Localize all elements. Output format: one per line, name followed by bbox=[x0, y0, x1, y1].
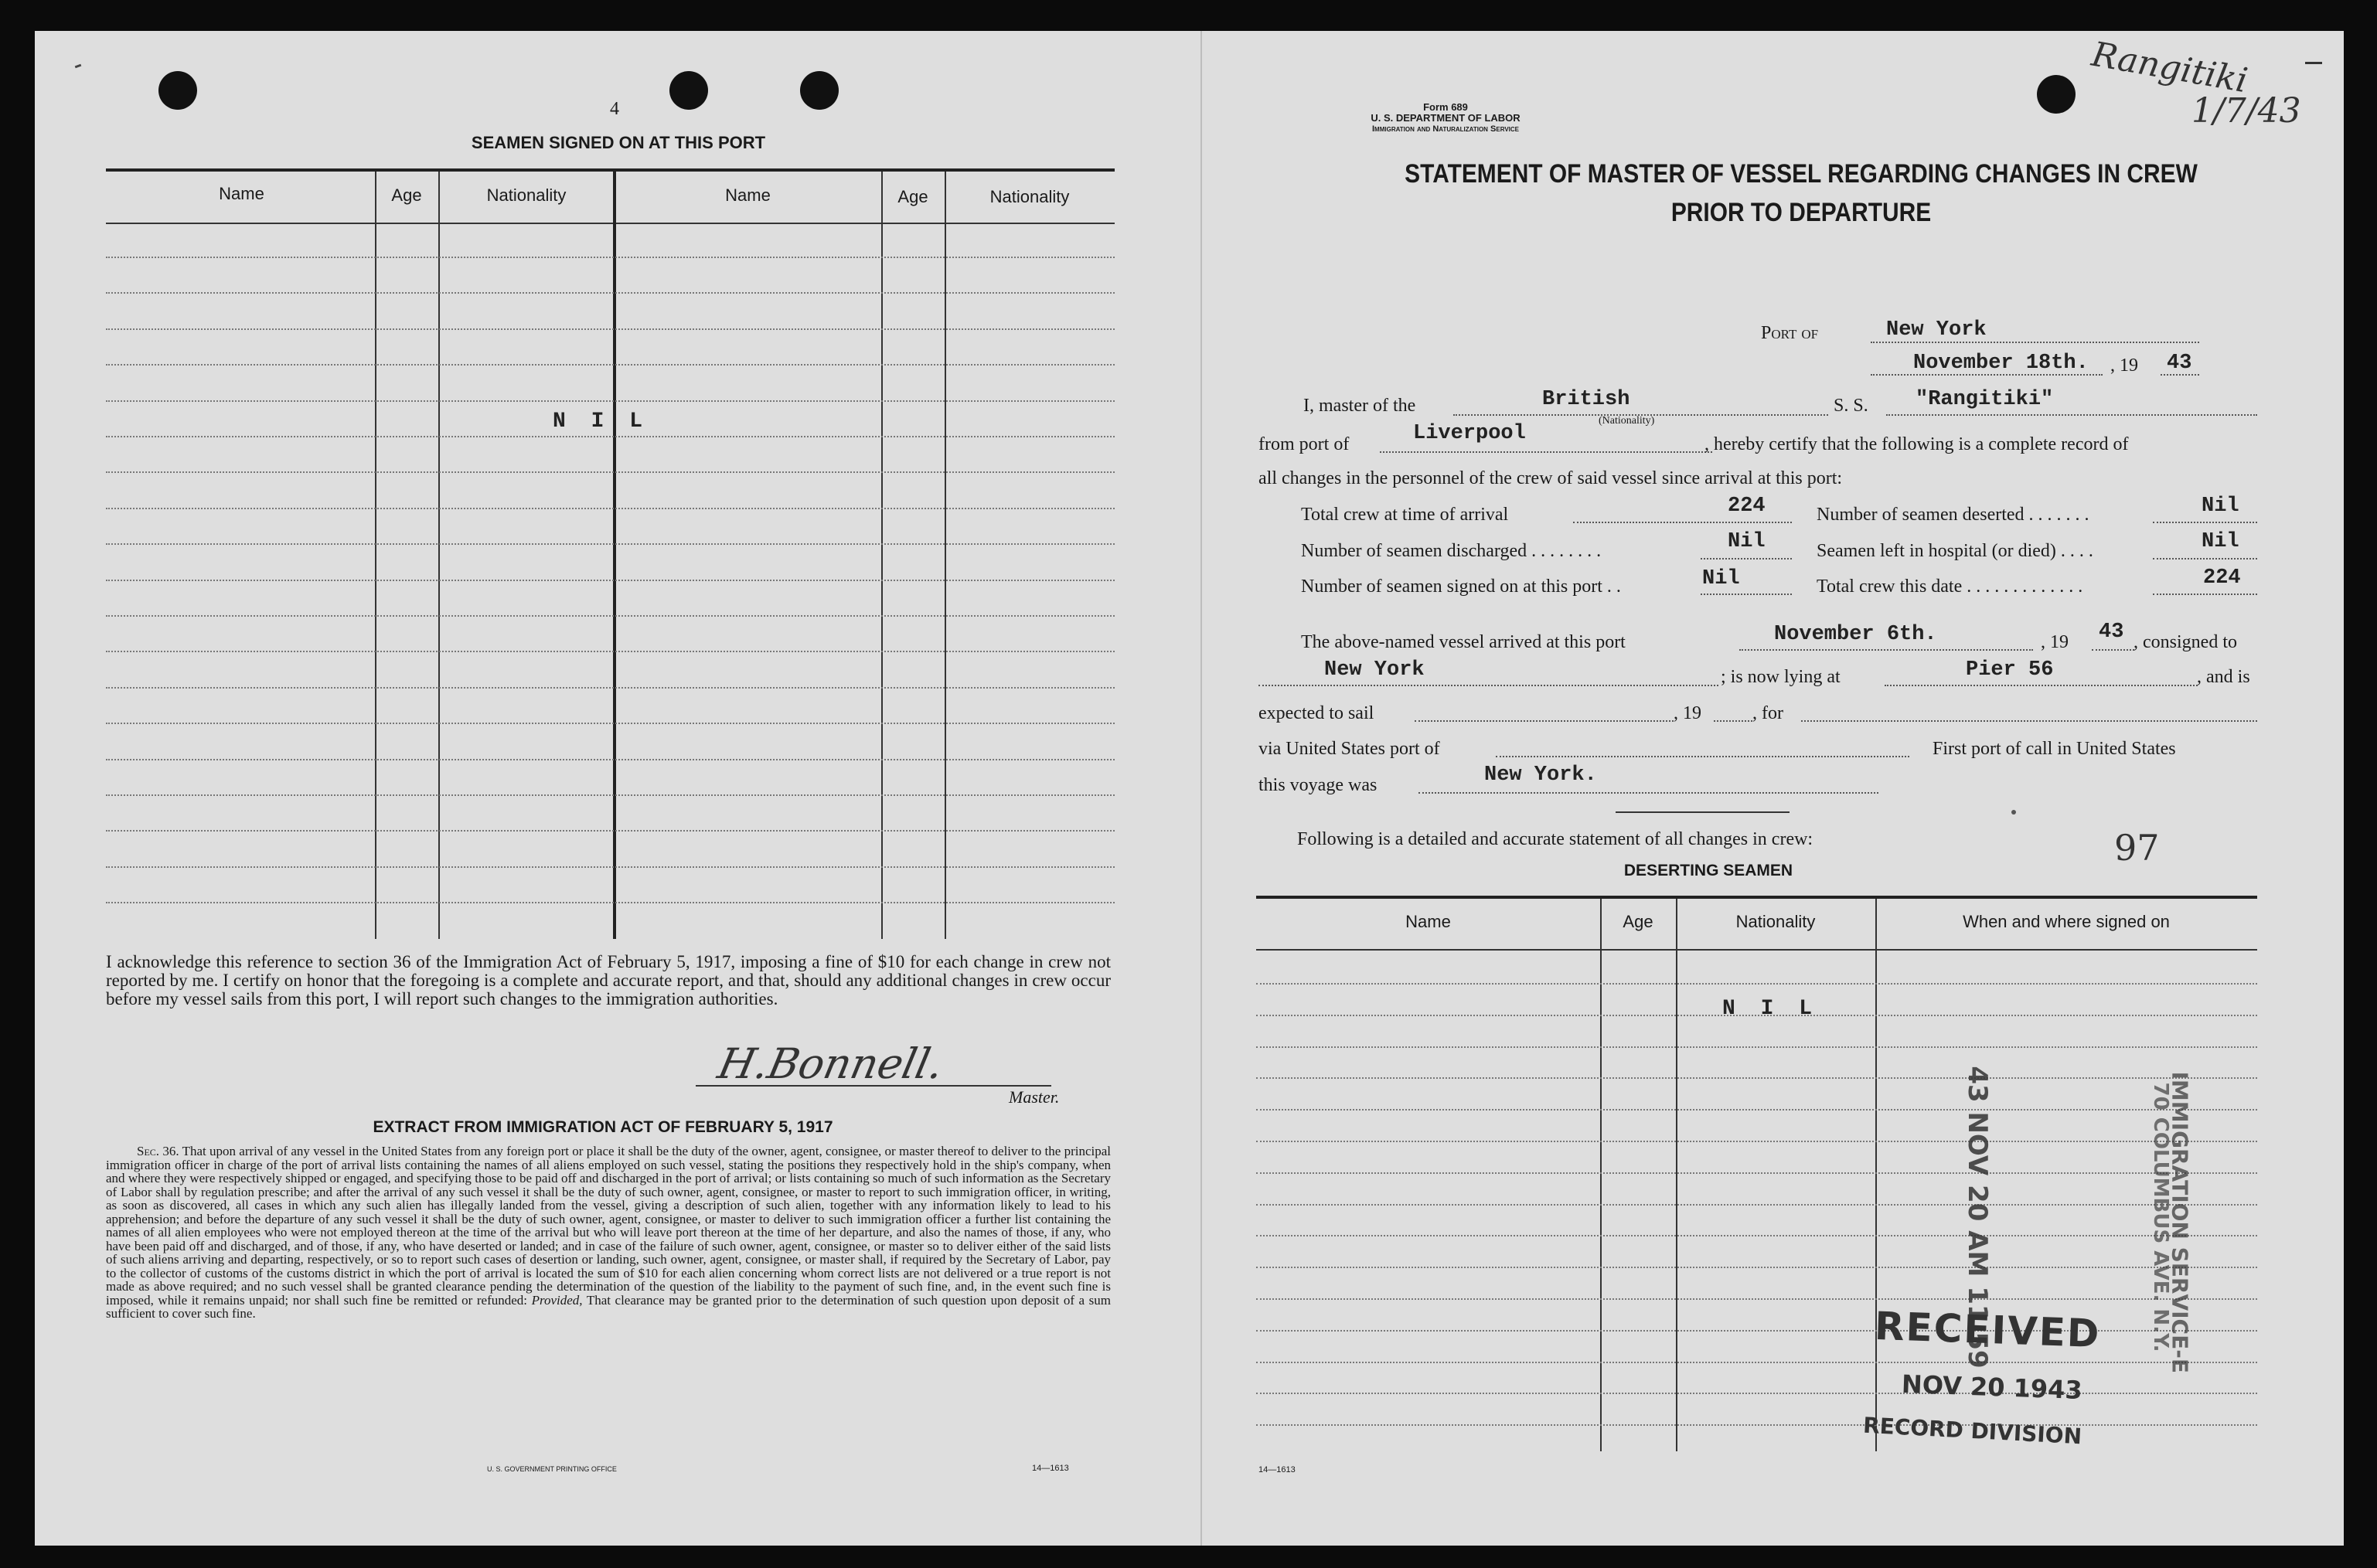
binder-hole bbox=[158, 71, 197, 110]
column-header-name: Name bbox=[219, 184, 264, 203]
binder-hole bbox=[2037, 75, 2076, 114]
table-row-rule bbox=[106, 436, 1115, 437]
port-of-label: Port of bbox=[1761, 323, 1819, 343]
certification-paragraph: I acknowledge this reference to section 36 of the Immigration Act of February 5, 1917, imposing a fine of $10 for each change in crew not reported by me. I certify on honor that the foregoing is a complete and accurate report, and that, should any additional changes in crew occur before my vessel sails from this port, I will report such changes to the immigration authorities. bbox=[106, 952, 1111, 1008]
changes-text: all changes in the personnel of the crew of said vessel since arrival at this port: bbox=[1258, 468, 1843, 488]
from-port-value: Liverpool bbox=[1413, 422, 1526, 445]
consigned-line bbox=[1258, 685, 1718, 686]
left-table-header-rule bbox=[106, 223, 1115, 224]
expected-year-label: , 19 bbox=[1674, 703, 1701, 723]
via-label: via United States port of bbox=[1258, 739, 1440, 759]
table-row-rule bbox=[1256, 1330, 2257, 1332]
voyage-line bbox=[1418, 792, 1878, 794]
form-title-line1: STATEMENT OF MASTER OF VESSEL REGARDING CHANGES IN CREW bbox=[1405, 159, 2198, 189]
arrived-year-value: 43 bbox=[2099, 621, 2124, 644]
handwritten-dash bbox=[2305, 62, 2322, 64]
stat-signed-on-value: Nil bbox=[1702, 567, 1740, 590]
stat-deserted-value: Nil bbox=[2202, 495, 2239, 518]
nationality-value: British bbox=[1542, 388, 1630, 411]
arrived-year-line bbox=[2092, 649, 2134, 651]
column-divider bbox=[1600, 899, 1602, 1451]
stat-line bbox=[2153, 558, 2257, 560]
arrived-value: November 6th. bbox=[1774, 623, 1937, 646]
extract-text: That upon arrival of any vessel in the United States from any foreign port or place it shall be the duty of the owner, agent, consignee, or master thereof to deliver to the principal immigration officer in charge of the port of arrival lists containing the names of all aliens employed on such vessel, stating the positions they respectively hold in the ship's company, when and where they were respectively shipped or engaged, and specifying those to be paid off and discharged in the port of arrival; or lists containing so much of such information as the Secretary of Labor shall by regulation prescribe; and after the arrival of any such vessel it shall be the duty of such owner, agent, consignee, or master to report to such immigration officer, in writing, as soon as discovered, all cases in which any such alien has illegally landed from the vessel, giving a description of such alien, together with any information likely to lead to his apprehension; and before the departure of any such vessel it shall be the duty of such owner, agent, consignee, or master to deliver to such immigration officer a further list containing the names of all alien employees who were not employed thereon at the time of the arrival but who will leave port thereon at the time of her departure, and also the names of those, if any, who have been paid off and discharged, and of those, if any, who have deserted or landed; and in case of the failure of such owner, agent, consignee, or master so to deliver either of the said lists of such aliens arriving and departing, respectively, or so to report such cases of desertion or landing, such owner, agent, consignee, or master shall, if required by the Secretary of Labor, pay to the collector of customs of the customs district in which the port of arrival is located the sum of $10 for each alien concerning whom correct lists are not delivered or a true report is not made as above required; and no such vessel shall be granted clearance pending the determination of the question of the liability to the payment of such fine, and, in the event such fine is imposed, while it remains unpaid; nor shall such fine be remitted or refunded: bbox=[106, 1144, 1111, 1308]
binder-hole bbox=[800, 71, 839, 110]
stat-line bbox=[1573, 522, 1792, 523]
table-row-rule bbox=[1256, 1362, 2257, 1363]
table-row-rule bbox=[106, 830, 1115, 832]
column-header-nationality: Nationality bbox=[1735, 912, 1816, 931]
stat-line bbox=[1701, 594, 1792, 595]
year-prefix: , 19 bbox=[2110, 355, 2138, 376]
column-divider bbox=[881, 172, 883, 939]
master-signature: H.Bonnell. bbox=[713, 1039, 948, 1088]
extract-provided: Provided, bbox=[531, 1292, 583, 1308]
ss-label: S. S. bbox=[1834, 396, 1868, 416]
table-row-rule bbox=[1256, 1077, 2257, 1079]
stamp-vertical-time: 43 NOV 20 AM 11 59 bbox=[1962, 1066, 1993, 1369]
consigned-value: New York bbox=[1324, 658, 1425, 682]
from-port-label: from port of bbox=[1258, 434, 1350, 454]
extract-paragraph bbox=[106, 1145, 1111, 1321]
arrived-year-prefix: , 19 bbox=[2041, 632, 2069, 652]
table-row-rule bbox=[106, 292, 1115, 294]
table-row-rule bbox=[106, 902, 1115, 903]
stat-discharged-label: Number of seamen discharged . . . . . . . . bbox=[1301, 541, 1602, 561]
column-divider bbox=[1676, 899, 1677, 1451]
stamp-division: RECORD DIVISION bbox=[1862, 1412, 2082, 1450]
arrived-line bbox=[1739, 649, 2033, 651]
certify-text: , hereby certify that the following is a complete record of bbox=[1704, 434, 2129, 454]
stray-mark bbox=[2011, 810, 2016, 815]
and-is-label: , and is bbox=[2197, 667, 2250, 687]
voyage-value: New York. bbox=[1484, 764, 1597, 787]
first-port-label: First port of call in United States bbox=[1933, 739, 2176, 759]
table-row-rule bbox=[106, 651, 1115, 652]
column-divider bbox=[945, 172, 946, 939]
column-header-nationality: Nationality bbox=[486, 185, 567, 205]
table-row-rule bbox=[106, 543, 1115, 545]
expected-year-line bbox=[1714, 720, 1752, 722]
column-header-name: Name bbox=[725, 185, 771, 205]
for-line bbox=[1801, 720, 2257, 722]
right-form-code: 14—1613 bbox=[1258, 1465, 1296, 1474]
lying-label: ; is now lying at bbox=[1721, 667, 1841, 687]
stamp-received: RECEIVED bbox=[1874, 1303, 2102, 1357]
stat-discharged-value: Nil bbox=[1728, 530, 1766, 553]
table-row-rule bbox=[106, 328, 1115, 330]
ship-line bbox=[1886, 414, 2257, 416]
table-row-rule bbox=[106, 580, 1115, 581]
consigned-label: , consigned to bbox=[2134, 632, 2237, 652]
column-header-nationality: Nationality bbox=[989, 187, 1070, 206]
handwritten-date: 1/7/43 bbox=[2191, 91, 2301, 131]
table-row-rule bbox=[106, 615, 1115, 617]
year-value: 43 bbox=[2167, 352, 2192, 375]
stat-hospital-label: Seamen left in hospital (or died) . . . . bbox=[1817, 541, 2093, 561]
arrived-label: The above-named vessel arrived at this port bbox=[1301, 632, 1626, 652]
left-table-title: SEAMEN SIGNED ON AT THIS PORT bbox=[471, 133, 766, 152]
stamp-date: NOV 20 1943 bbox=[1901, 1369, 2083, 1406]
signature-line bbox=[696, 1085, 1051, 1087]
stat-line bbox=[1701, 558, 1792, 560]
left-table-nil: N I L bbox=[553, 410, 649, 434]
handwritten-vessel-name: Rangitiki bbox=[2089, 34, 2251, 101]
from-port-line bbox=[1380, 451, 1712, 453]
page-number: 4 bbox=[610, 99, 619, 119]
column-header-age: Age bbox=[1623, 912, 1653, 931]
date-value: November 18th. bbox=[1913, 352, 2089, 375]
right-table-nil: N I L bbox=[1722, 997, 1819, 1021]
table-row-rule bbox=[1256, 1046, 2257, 1048]
table-row-rule bbox=[1256, 983, 2257, 985]
table-row-rule bbox=[106, 866, 1115, 868]
handwritten-number: 97 bbox=[2114, 827, 2160, 869]
stat-line bbox=[2153, 594, 2257, 595]
left-table-top-rule bbox=[106, 168, 1115, 172]
table-row-rule bbox=[1256, 1393, 2257, 1394]
department-name: U. S. DEPARTMENT OF LABOR bbox=[1371, 112, 1521, 124]
form-number: Form 689 bbox=[1423, 101, 1468, 113]
table-row-rule bbox=[106, 364, 1115, 366]
table-row-rule bbox=[1256, 1172, 2257, 1174]
column-divider bbox=[1875, 899, 1877, 1451]
year-prefix-text: 19 bbox=[2120, 355, 2138, 376]
right-table-header-rule bbox=[1256, 949, 2257, 951]
table-row-rule bbox=[106, 794, 1115, 796]
page-fold bbox=[1200, 31, 1202, 1546]
ship-value: "Rangitiki" bbox=[1916, 388, 2054, 411]
extract-lead: Sec. 36. bbox=[137, 1144, 179, 1158]
table-row-rule bbox=[106, 759, 1115, 760]
master-of-label: I, master of the bbox=[1303, 396, 1416, 416]
printer-note: U. S. GOVERNMENT PRINTING OFFICE bbox=[487, 1465, 617, 1473]
master-label: Master. bbox=[1009, 1087, 1060, 1107]
service-name: Immigration and Naturalization Service bbox=[1371, 124, 1519, 134]
expected-label: expected to sail bbox=[1258, 703, 1374, 723]
table-row-rule bbox=[106, 400, 1115, 402]
section-divider bbox=[1616, 811, 1790, 813]
stat-total-date-value: 224 bbox=[2203, 566, 2241, 590]
table-row-rule bbox=[106, 508, 1115, 509]
stat-signed-on-label: Number of seamen signed on at this port . . bbox=[1301, 577, 1621, 597]
extract-title: EXTRACT FROM IMMIGRATION ACT OF FEBRUARY 5, 1917 bbox=[373, 1118, 833, 1136]
expected-line bbox=[1415, 720, 1674, 722]
stat-total-arrival-value: 224 bbox=[1728, 495, 1766, 518]
arrived-year-prefix-text: 19 bbox=[2050, 632, 2069, 652]
table-row-rule bbox=[1256, 1141, 2257, 1142]
stat-line bbox=[2153, 522, 2257, 523]
for-label: , for bbox=[1752, 703, 1783, 723]
via-line bbox=[1496, 756, 1909, 757]
form-title-line2: PRIOR TO DEPARTURE bbox=[1670, 198, 1932, 227]
table-row-rule bbox=[106, 687, 1115, 689]
table-row-rule bbox=[1256, 1267, 2257, 1268]
column-header-age: Age bbox=[897, 187, 928, 206]
table-row-rule bbox=[1256, 1109, 2257, 1111]
stamp-vertical-service: IMMIGRATION SERVICE-E bbox=[2167, 1071, 2193, 1373]
stat-total-arrival-label: Total crew at time of arrival bbox=[1301, 505, 1509, 525]
table-row-rule bbox=[106, 723, 1115, 724]
following-label: Following is a detailed and accurate statement of all changes in crew: bbox=[1297, 829, 1813, 849]
column-divider bbox=[438, 172, 440, 939]
column-divider bbox=[375, 172, 376, 939]
stat-hospital-value: Nil bbox=[2202, 530, 2239, 553]
table-row-rule bbox=[1256, 1298, 2257, 1300]
nationality-caption: (Nationality) bbox=[1599, 415, 1655, 427]
stat-total-date-label: Total crew this date . . . . . . . . . . . . . bbox=[1817, 577, 2083, 597]
port-of-value: New York bbox=[1886, 318, 1987, 342]
port-of-line bbox=[1871, 342, 2199, 343]
extract-tail: That clearance may be granted prior to the determination of such question upon deposit of a sum sufficient to cover such fine. bbox=[106, 1292, 1112, 1321]
table-row-rule bbox=[1256, 1204, 2257, 1206]
right-table-top-rule bbox=[1256, 896, 2257, 899]
voyage-label: this voyage was bbox=[1258, 775, 1378, 795]
column-divider bbox=[613, 172, 616, 939]
table-row-rule bbox=[106, 471, 1115, 473]
deserting-title: DESERTING SEAMEN bbox=[1623, 862, 1793, 879]
table-row-rule bbox=[1256, 1424, 2257, 1426]
lying-value: Pier 56 bbox=[1966, 658, 2054, 682]
table-row-rule bbox=[1256, 1235, 2257, 1236]
stamp-vertical-place: 70 COLUMBUS AVE. N.Y. bbox=[2149, 1082, 2172, 1352]
column-header-name: Name bbox=[1405, 912, 1451, 931]
stat-deserted-label: Number of seamen deserted . . . . . . . bbox=[1817, 505, 2089, 525]
left-form-code: 14—1613 bbox=[1032, 1464, 1069, 1473]
binder-hole bbox=[669, 71, 708, 110]
column-header-signed-on: When and where signed on bbox=[1963, 912, 2170, 931]
column-header-age: Age bbox=[391, 185, 422, 205]
table-row-rule bbox=[106, 257, 1115, 258]
lying-line bbox=[1885, 685, 2198, 686]
